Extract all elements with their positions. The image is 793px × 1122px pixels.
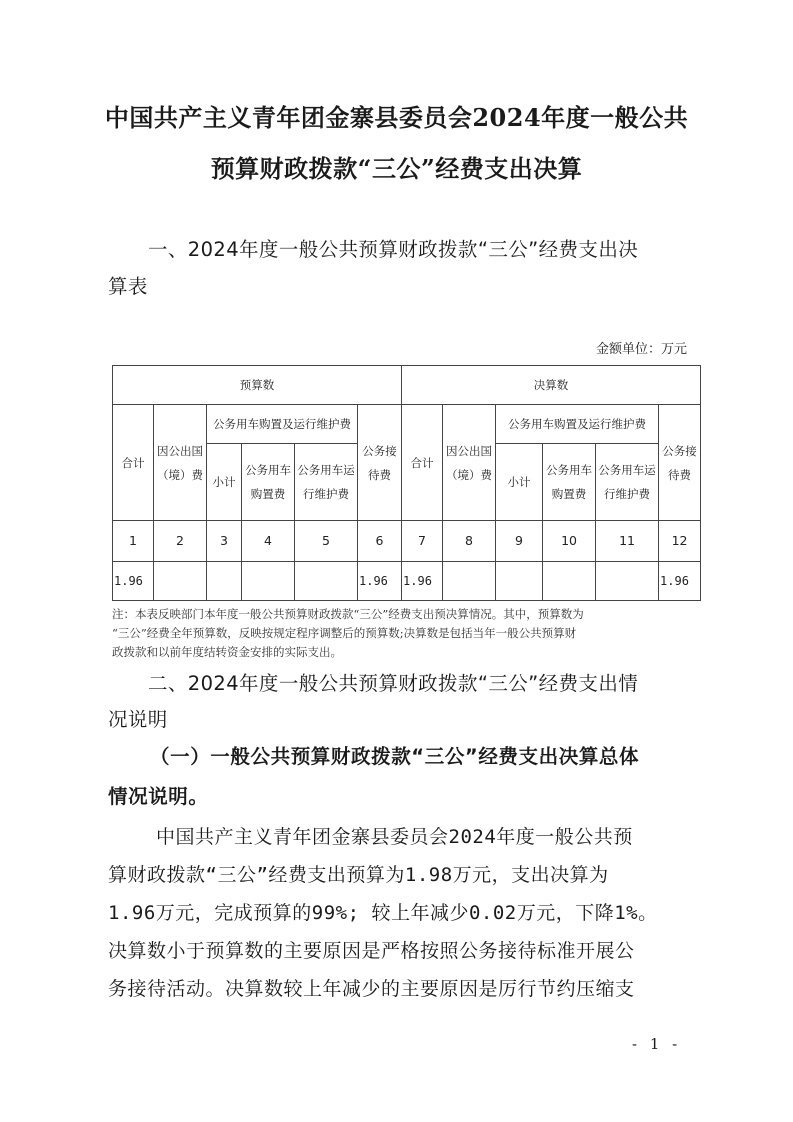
budget-vehicle-header: 公务用车购置及运行维护费	[207, 405, 358, 444]
value-cell	[543, 562, 596, 601]
body-line-2: 算财政拨款“三公”经费支出预算为1.98万元，支出决算为	[108, 864, 609, 886]
subsection-1-heading-line-1: （一）一般公共预算财政拨款“三公”经费支出决算总体	[150, 745, 640, 768]
column-number-cell: 1	[113, 521, 154, 562]
column-number-cell: 9	[496, 521, 543, 562]
document-title-line-2: 预算财政拨款“三公”经费支出决算	[210, 154, 583, 183]
section-2-heading-line-2: 况说明	[108, 708, 168, 731]
final-subtotal-header: 小计	[496, 444, 543, 521]
budget-header-cell: 预算数	[113, 366, 402, 405]
budget-abroad-header: 因公出国 （境）费	[154, 405, 207, 521]
budget-operation-header: 公务用车运 行维护费	[295, 444, 358, 521]
column-number-cell: 8	[443, 521, 496, 562]
amount-unit-label: 金额单位：万元	[596, 342, 688, 357]
column-number-cell: 6	[358, 521, 402, 562]
final-vehicle-header: 公务用车购置及运行维护费	[496, 405, 659, 444]
body-line-1: 中国共产主义青年团金寨县委员会2024年度一般公共预	[156, 826, 633, 848]
table-note-line-1: 注：本表反映部门本年度一般公共预算财政拨款“三公”经费支出预决算情况。其中，预算数为	[112, 607, 584, 621]
final-purchase-header: 公务用车 购置费	[543, 444, 596, 521]
page-number: - 1 -	[632, 1035, 682, 1053]
body-line-3: 1.96万元，完成预算的99%; 较上年减少0.02万元，下降1%。	[108, 902, 658, 924]
value-cell: 1.96	[113, 562, 154, 601]
budget-purchase-header: 公务用车 购置费	[242, 444, 295, 521]
final-reception-header: 公务接 待费	[659, 405, 701, 521]
final-abroad-header: 因公出国 （境）费	[443, 405, 496, 521]
value-cell: 1.96	[402, 562, 443, 601]
budget-reception-header: 公务接 待费	[358, 405, 402, 521]
value-cell	[443, 562, 496, 601]
section-2-heading-line-1: 二、2024年度一般公共预算财政拨款“三公”经费支出情	[148, 672, 639, 695]
body-line-4: 决算数小于预算数的主要原因是严格按照公务接待标准开展公	[108, 940, 635, 962]
final-operation-header: 公务用车运 行维护费	[596, 444, 659, 521]
subsection-1-heading-line-2: 情况说明。	[108, 785, 209, 808]
column-number-cell: 7	[402, 521, 443, 562]
budget-subtotal-header: 小计	[207, 444, 242, 521]
final-total-header: 合计	[402, 405, 443, 521]
value-cell	[207, 562, 242, 601]
value-cell	[154, 562, 207, 601]
document-title-line-1: 中国共产主义青年团金寨县委员会2024年度一般公共	[104, 103, 689, 132]
column-number-cell: 10	[543, 521, 596, 562]
value-cell	[242, 562, 295, 601]
table-note-line-3: 政拨款和以前年度结转资金安排的实际支出。	[112, 645, 342, 659]
column-number-cell: 2	[154, 521, 207, 562]
value-cell	[295, 562, 358, 601]
table-note-line-2: “三公”经费全年预算数，反映按规定程序调整后的预算数;决算数是包括当年一般公共预算财	[112, 626, 577, 640]
final-header-cell: 决算数	[402, 366, 701, 405]
value-cell	[496, 562, 543, 601]
three-public-expenses-table	[112, 365, 701, 601]
column-number-cell: 5	[295, 521, 358, 562]
value-cell: 1.96	[659, 562, 701, 601]
value-cell	[596, 562, 659, 601]
value-cell: 1.96	[358, 562, 402, 601]
column-number-cell: 12	[659, 521, 701, 562]
body-line-5: 务接待活动。决算数较上年减少的主要原因是厉行节约压缩支	[108, 978, 635, 1000]
column-number-cell: 4	[242, 521, 295, 562]
column-number-cell: 3	[207, 521, 242, 562]
budget-total-header: 合计	[113, 405, 154, 521]
section-1-heading-line-2: 算表	[108, 275, 148, 298]
section-1-heading-line-1: 一、2024年度一般公共预算财政拨款“三公”经费支出决	[148, 238, 639, 261]
column-number-cell: 11	[596, 521, 659, 562]
